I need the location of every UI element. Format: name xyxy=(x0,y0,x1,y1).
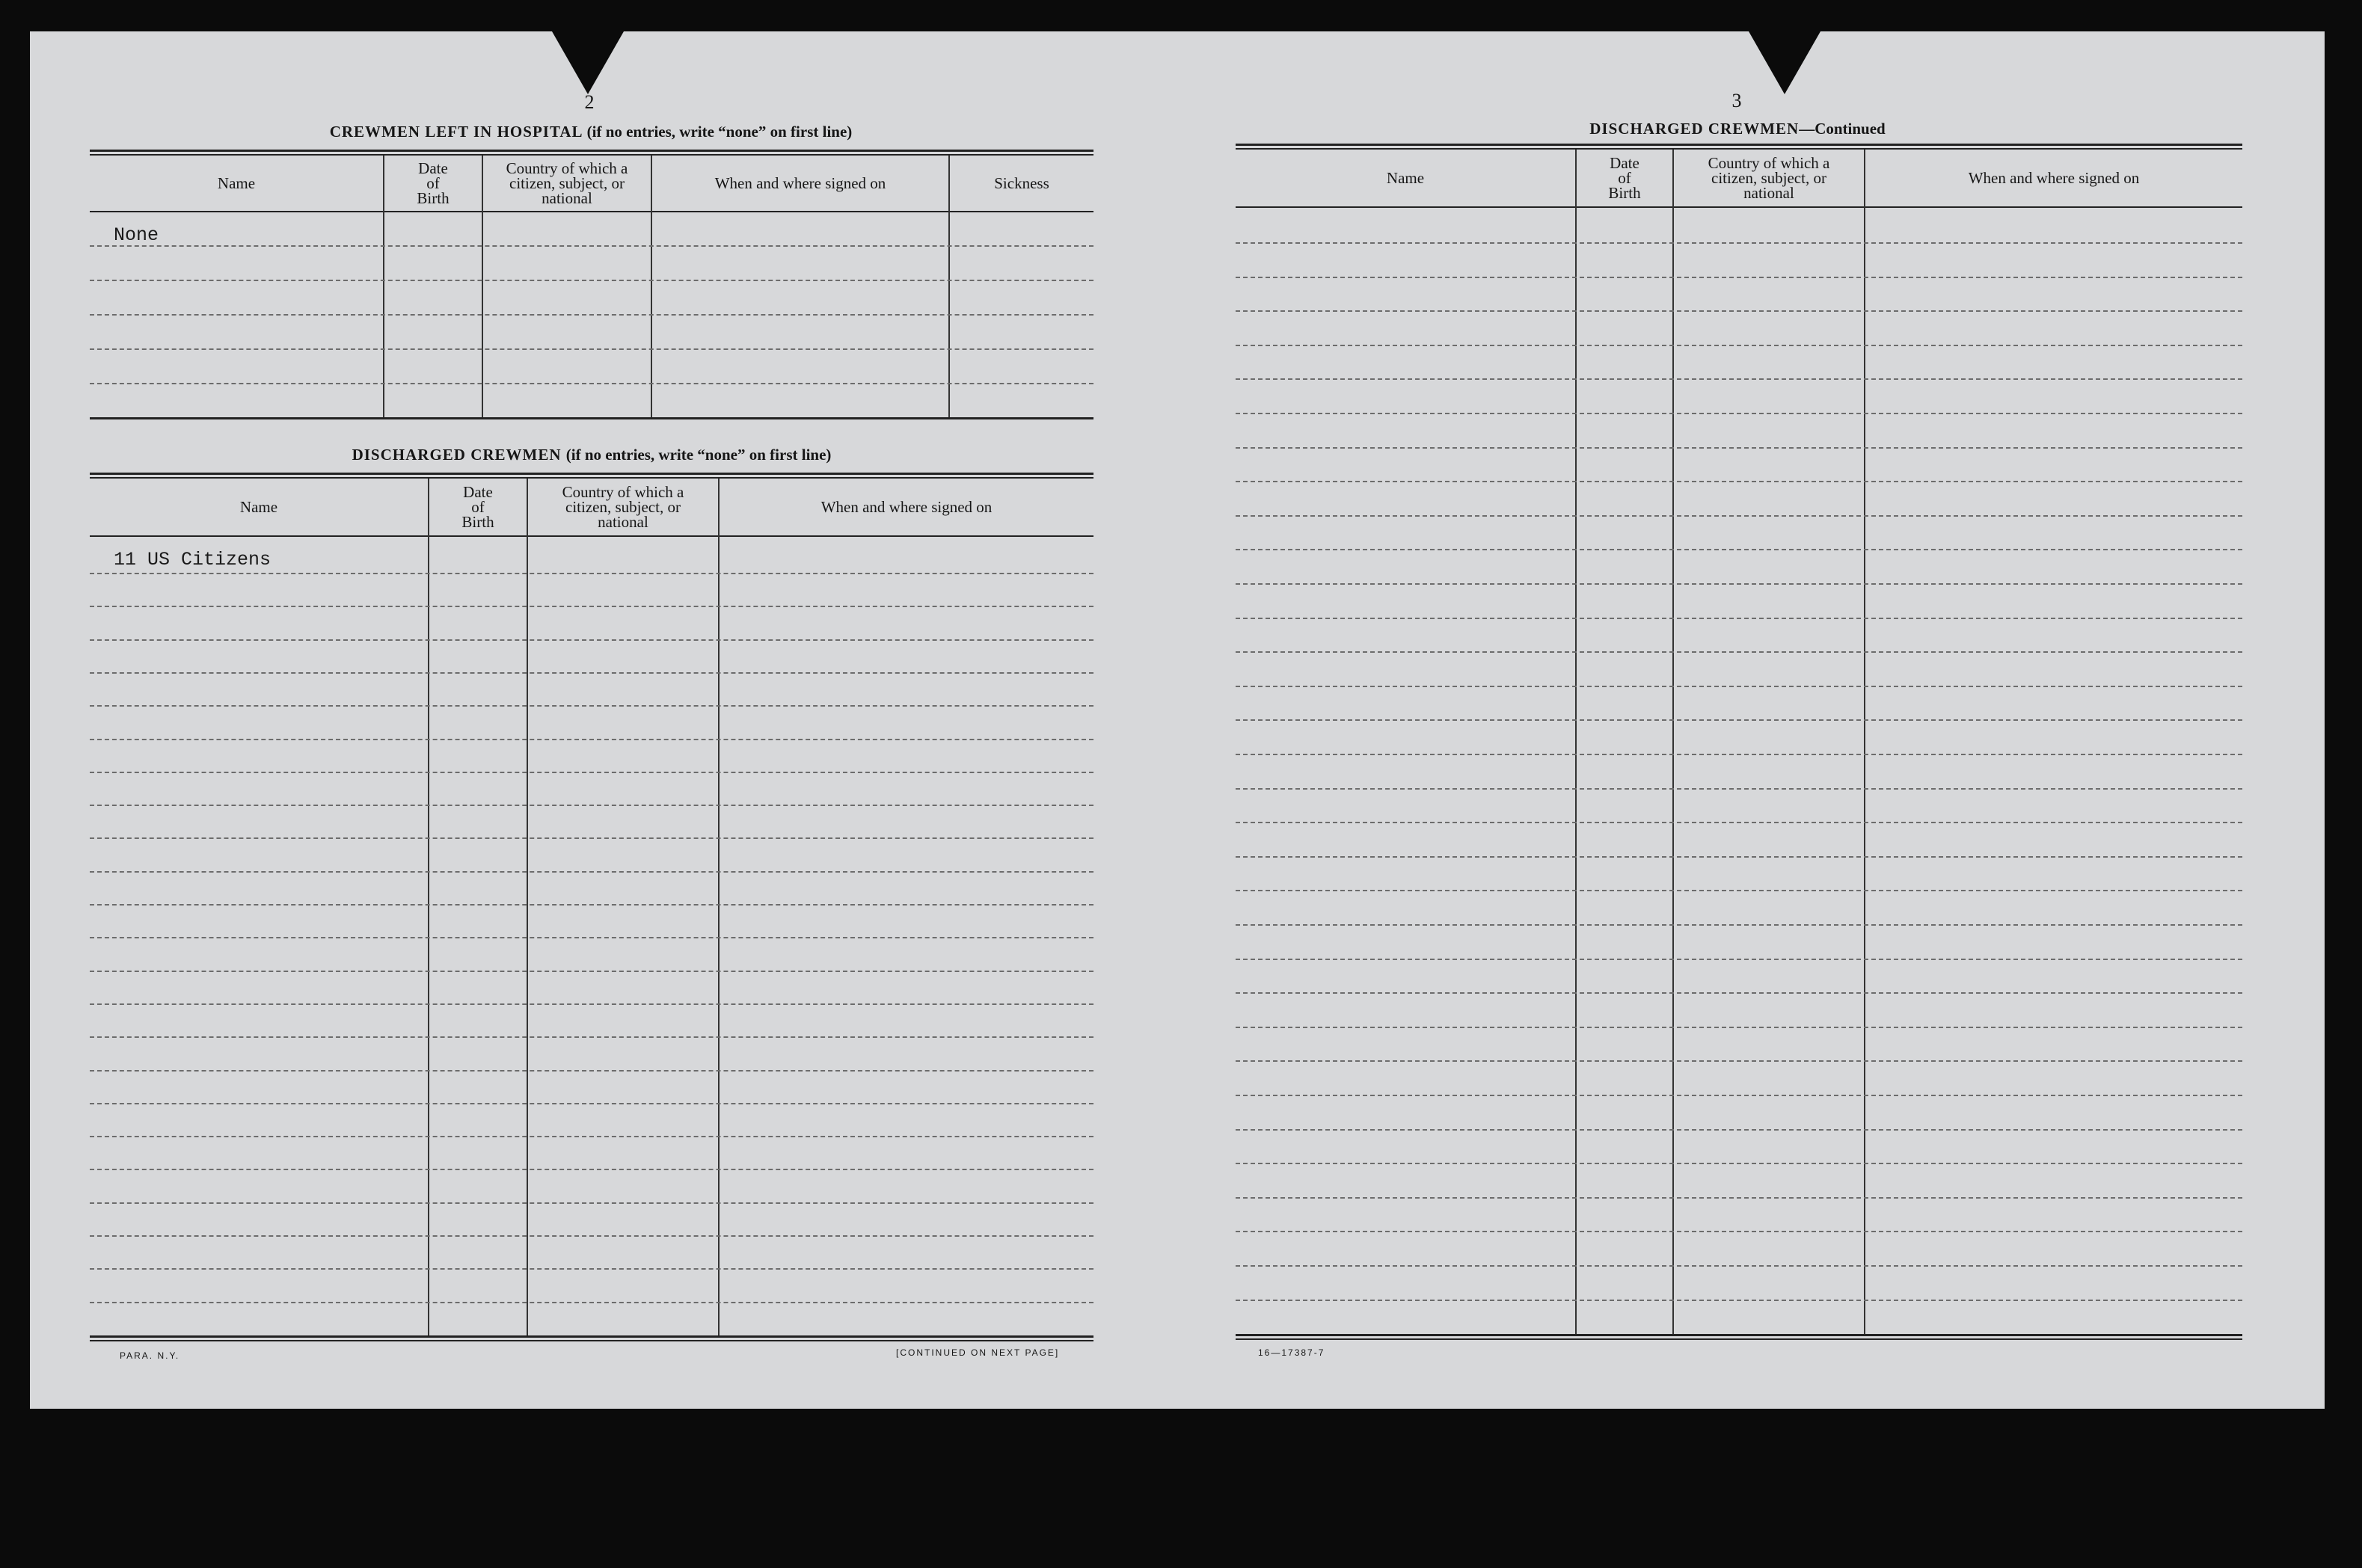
entry-line xyxy=(1236,277,2242,278)
entry-line xyxy=(90,971,1093,972)
continued-title-text: DISCHARGED CREWMEN xyxy=(1589,120,1800,138)
discharged-instruction-text: (if no entries, write “none” on first line) xyxy=(565,446,832,464)
entry-line xyxy=(1236,1197,2242,1199)
continued-note: [CONTINUED ON NEXT PAGE] xyxy=(896,1347,1060,1358)
entry-line xyxy=(90,1136,1093,1137)
discharged-bottom-rule-2 xyxy=(90,1340,1093,1341)
entry-line xyxy=(90,383,1093,384)
entry-line xyxy=(1236,345,2242,346)
entry-line xyxy=(1236,651,2242,653)
discharged-bottom-rule xyxy=(90,1335,1093,1338)
entry-line xyxy=(90,672,1093,674)
hospital-col-name: Name xyxy=(217,174,256,192)
hospital-title-text: CREWMEN LEFT IN HOSPITAL xyxy=(329,123,583,141)
hospital-bottom-rule xyxy=(90,417,1093,419)
printer-mark: PARA. N.Y. xyxy=(120,1350,180,1361)
discharged-section-title xyxy=(90,446,1093,464)
hospital-section-title xyxy=(90,123,1092,141)
entry-line xyxy=(90,1235,1093,1237)
entry-line xyxy=(1236,959,2242,960)
entry-line xyxy=(90,1169,1093,1170)
entry-line xyxy=(1236,413,2242,414)
page-number: 2 xyxy=(584,91,595,113)
entry-line xyxy=(1236,1300,2242,1301)
entry-line xyxy=(1236,1060,2242,1062)
continued-bottom-rule-2 xyxy=(1236,1338,2242,1340)
entry-line xyxy=(1236,1027,2242,1028)
entry-line xyxy=(90,1103,1093,1104)
entry-line xyxy=(90,314,1093,316)
hospital-col-divider xyxy=(948,156,950,417)
entry-line xyxy=(1236,1163,2242,1164)
entry-line xyxy=(90,739,1093,740)
entry-line xyxy=(1236,618,2242,619)
continued-col-dob: Date of Birth xyxy=(1608,154,1641,202)
continued-col-name: Name xyxy=(1386,169,1425,187)
entry-line xyxy=(90,837,1093,839)
entry-line xyxy=(1236,447,2242,449)
entry-line xyxy=(90,871,1093,873)
entry-line xyxy=(90,904,1093,906)
entry-line xyxy=(1236,992,2242,994)
hospital-instruction-text: (if no entries, write “none” on first line) xyxy=(586,123,853,141)
hospital-header-rule xyxy=(90,211,1093,212)
entry-line xyxy=(1236,1129,2242,1131)
entry-line xyxy=(1236,822,2242,823)
continued-col-divider xyxy=(1864,150,1865,1334)
hospital-col-signed-on: When and where signed on xyxy=(714,174,886,192)
entry-line xyxy=(1236,924,2242,926)
entry-line xyxy=(1236,481,2242,482)
entry-line xyxy=(90,573,1093,574)
entry-line xyxy=(90,1003,1093,1005)
hole-punch-notch-left xyxy=(552,31,624,94)
continued-section-title xyxy=(1234,120,2241,138)
hole-punch-notch-right xyxy=(1749,31,1820,94)
entry-line xyxy=(1236,856,2242,858)
entry-line xyxy=(1236,549,2242,550)
entry-line xyxy=(1236,1095,2242,1096)
entry-line xyxy=(1236,719,2242,721)
entry-line xyxy=(1236,1265,2242,1267)
discharged-top-rule xyxy=(90,473,1093,475)
page-number: 3 xyxy=(1731,90,1742,111)
continued-col-divider xyxy=(1672,150,1674,1334)
entry-line xyxy=(1236,515,2242,517)
entry-line xyxy=(90,348,1093,350)
entry-line xyxy=(1236,583,2242,585)
form-number: 16—17387-7 xyxy=(1258,1347,1325,1358)
discharged-entry: 11 US Citizens xyxy=(114,549,272,571)
hospital-col-country: Country of which a citizen, subject, or national xyxy=(506,159,628,207)
entry-line xyxy=(90,1268,1093,1270)
hospital-top-rule xyxy=(90,150,1093,152)
discharged-header-rule xyxy=(90,535,1093,537)
hospital-col-divider xyxy=(651,156,652,417)
entry-line xyxy=(90,937,1093,938)
entry-line xyxy=(1236,754,2242,755)
entry-line xyxy=(90,1302,1093,1303)
entry-line xyxy=(1236,310,2242,312)
entry-line xyxy=(1236,890,2242,891)
hospital-col-sickness: Sickness xyxy=(994,174,1049,192)
entry-line xyxy=(90,280,1093,281)
entry-line xyxy=(90,805,1093,806)
discharged-col-country: Country of which a citizen, subject, or national xyxy=(562,483,684,531)
continued-top-rule xyxy=(1236,144,2242,146)
entry-line xyxy=(90,245,1093,247)
entry-line xyxy=(90,1036,1093,1038)
discharged-col-signed-on: When and where signed on xyxy=(820,498,993,516)
discharged-title-text: DISCHARGED CREWMEN xyxy=(352,446,562,464)
entry-line xyxy=(90,639,1093,641)
entry-line xyxy=(1236,1231,2242,1232)
continued-title-suffix: —Continued xyxy=(1799,120,1886,138)
entry-line xyxy=(1236,378,2242,380)
entry-line xyxy=(90,1070,1093,1072)
hospital-col-divider xyxy=(482,156,483,417)
discharged-col-name: Name xyxy=(239,498,278,516)
entry-line xyxy=(1236,686,2242,687)
entry-line xyxy=(90,772,1093,773)
continued-col-signed-on: When and where signed on xyxy=(1968,169,2140,187)
continued-bottom-rule xyxy=(1236,1334,2242,1336)
entry-line xyxy=(90,1202,1093,1204)
continued-col-country: Country of which a citizen, subject, or national xyxy=(1708,154,1830,202)
entry-line xyxy=(90,705,1093,707)
hospital-col-dob: Date of Birth xyxy=(417,159,450,207)
continued-col-divider xyxy=(1575,150,1577,1334)
entry-line xyxy=(1236,788,2242,790)
discharged-col-dob: Date of Birth xyxy=(461,483,494,531)
hospital-col-divider xyxy=(383,156,384,417)
hospital-entry: None xyxy=(114,224,159,246)
entry-line xyxy=(1236,242,2242,244)
entry-line xyxy=(90,606,1093,607)
continued-header-rule xyxy=(1236,206,2242,208)
